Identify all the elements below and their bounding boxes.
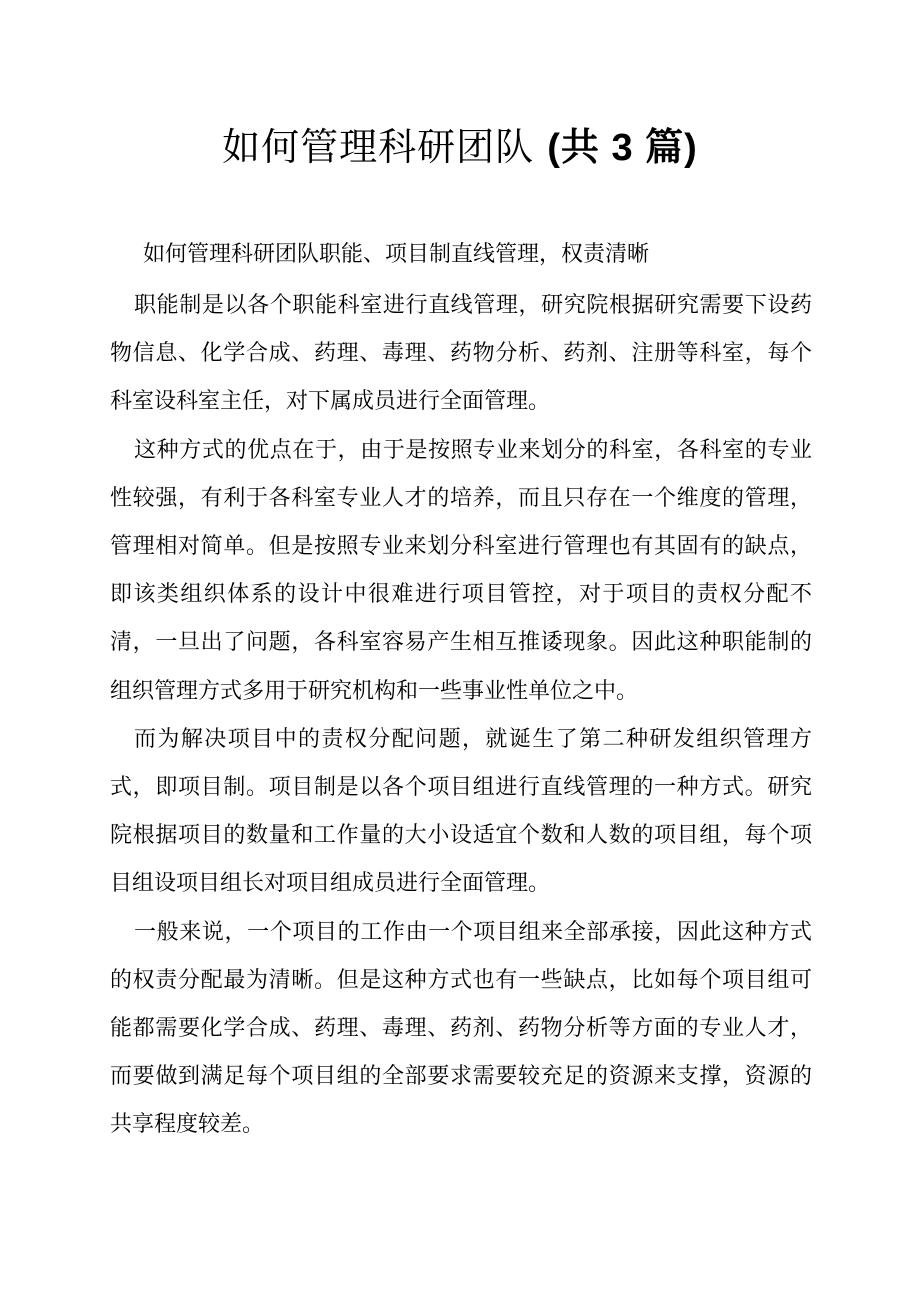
paragraph-1: 职能制是以各个职能科室进行直线管理，研究院根据研究需要下设药物信息、化学合成、药理、毒理、药物分析、药剂、注册等科室，每个科室设科室主任，对下属成员进行全面管理。 [110,293,812,415]
document-body [110,282,812,1150]
document-title-suffix: (共 3 篇) [547,127,698,169]
document-title [0,118,920,177]
document-title-main: 如何管理科研团队 [222,125,548,169]
paragraph-2: 这种方式的优点在于，由于是按照专业来划分的科室，各科室的专业性较强，有利于各科室专业人才的培养，而且只存在一个维度的管理，管理相对简单。但是按照专业来划分科室进行管理也有其固有的缺点，即该类组织体系的设计中很难进行项目管控，对于项目的责权分配不清，一旦出了问题，各科室容易产生相互推诿现象。因此这种职能制的组织管理方式多用于研究机构和一些事业性单位之中。 [110,437,812,704]
paragraph-3: 而为解决项目中的责权分配问题，就诞生了第二种研发组织管理方式，即项目制。项目制是以各个项目组进行直线管理的一种方式。研究院根据项目的数量和工作量的大小设适宜个数和人数的项目组，每个项目组设项目组长对项目组成员进行全面管理。 [110,726,812,897]
document-subtitle: 如何管理科研团队职能、项目制直线管理，权责清晰 [143,242,650,267]
paragraph-4: 一般来说，一个项目的工作由一个项目组来全部承接，因此这种方式的权责分配最为清晰。但是这种方式也有一些缺点，比如每个项目组可能都需要化学合成、药理、毒理、药剂、药物分析等方面的专业人才，而要做到满足每个项目组的全部要求需要较充足的资源来支撑，资源的共享程度较差。 [110,919,812,1138]
